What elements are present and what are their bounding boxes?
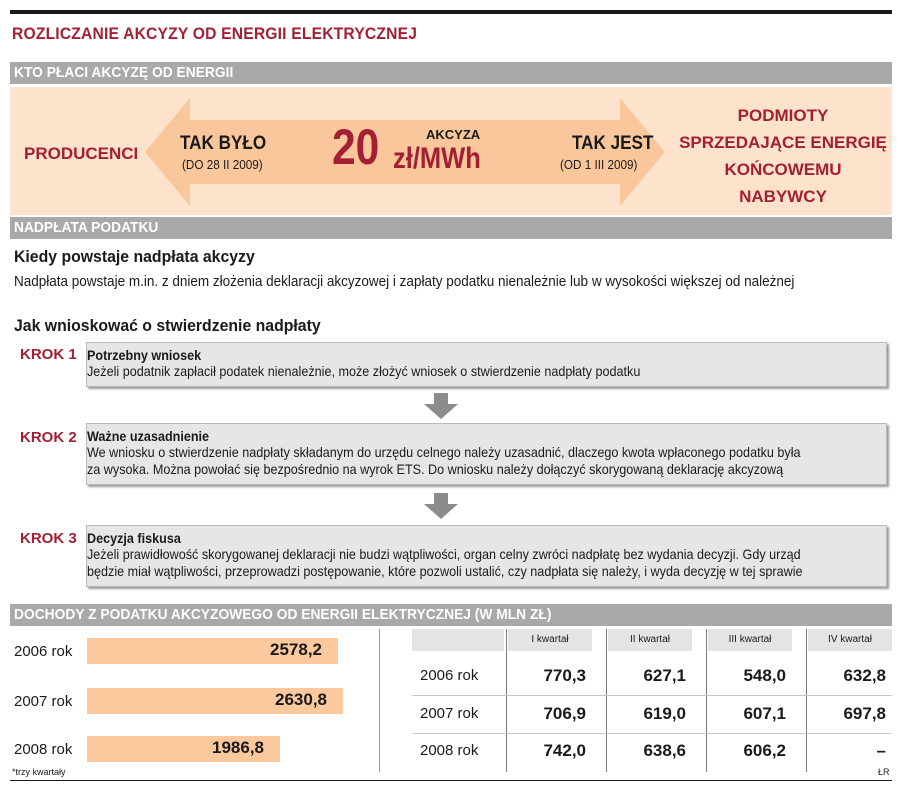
- bottom-rule: [10, 780, 892, 781]
- is-date: (OD 1 III 2009): [560, 157, 638, 172]
- table-row-year: 2006 rok: [420, 667, 479, 684]
- table-row-year: 2007 rok: [420, 705, 479, 722]
- table-column-header: II kwartał: [608, 629, 692, 651]
- bar-year-label: 2006 rok: [14, 643, 73, 660]
- author-initials: ŁR: [878, 767, 890, 777]
- step-2-title: Ważne uzasadnienie: [87, 428, 210, 444]
- sellers-label: [676, 102, 890, 210]
- table-column-header: IV kwartał: [808, 629, 892, 651]
- table-column-header: I kwartał: [508, 629, 592, 651]
- rate-caption: AKCYZA: [426, 127, 481, 142]
- arrow-down-icon: [424, 493, 458, 519]
- rate-number: 20: [332, 119, 380, 175]
- table-column-rule: [606, 629, 607, 772]
- bar-value-label: 1986,8: [212, 738, 264, 757]
- was-date: (DO 28 II 2009): [182, 157, 263, 172]
- section-header-revenue: DOCHODY Z PODATKU AKCYZOWEGO OD ENERGII ELEKTRYCZNEJ (W MLN ZŁ): [10, 604, 892, 626]
- producers-label: PRODUCENCI: [24, 144, 139, 163]
- table-cell: 706,9: [543, 704, 586, 723]
- table-header-corner: [412, 629, 504, 651]
- table-column-rule: [806, 629, 807, 772]
- step-3-line-1: Jeżeli prawidłowość skorygowanej deklaracji nie budzi wątpliwości, organ celny zwróci nadpłatę bez wydania decyzji. Gdy urząd: [87, 546, 801, 562]
- section-header-who-pays: KTO PŁACI AKCYZĘ OD ENERGII: [10, 62, 892, 84]
- sellers-line-4: NABYWCY: [739, 187, 827, 206]
- sellers-line-1: PODMIOTY: [737, 106, 829, 125]
- step-3-line-2: będzie miał wątpliwości, przeprowadzi postępowanie, które pozwoli ustalić, czy nadpłata się należy, i wyda decyzję w tej sprawie: [87, 563, 803, 579]
- step-2-label: KROK 2: [20, 429, 77, 446]
- page-title: ROZLICZANIE AKCYZY OD ENERGII ELEKTRYCZNEJ: [12, 24, 418, 43]
- table-column-rule: [706, 629, 707, 772]
- question-when: Kiedy powstaje nadpłata akcyzy: [14, 247, 255, 266]
- answer-when: Nadpłata powstaje m.in. z dniem złożenia deklaracji akcyzowej i zapłaty podatku nienależnie lub w wysokości większej od należnej: [14, 273, 795, 290]
- table-row-rule: [412, 695, 892, 696]
- bar-value-label: 2578,2: [270, 640, 322, 659]
- step-3-label: KROK 3: [20, 530, 77, 547]
- bar-value-label: 2630,8: [275, 690, 327, 709]
- table-cell: 619,0: [643, 704, 686, 723]
- was-label: TAK BYŁO: [180, 133, 267, 154]
- table-column-header: III kwartał: [708, 629, 792, 651]
- table-cell: 627,1: [643, 666, 686, 685]
- step-1-line-1: Jeżeli podatnik zapłacił podatek nienależnie, może złożyć wniosek o stwierdzenie nadpłaty podatku: [87, 363, 641, 379]
- step-1-box: [86, 342, 887, 387]
- table-column-rule: [506, 629, 507, 772]
- question-how: Jak wnioskować o stwierdzenie nadpłaty: [14, 316, 321, 335]
- sellers-line-2: SPRZEDAJĄCE ENERGIĘ: [679, 133, 887, 152]
- table-cell: 607,1: [743, 704, 786, 723]
- table-cell: 638,6: [643, 741, 686, 760]
- table-cell: 632,8: [843, 666, 886, 685]
- section-header-overpayment: NADPŁATA PODATKU: [10, 217, 892, 239]
- step-1-title: Potrzebny wniosek: [87, 347, 202, 363]
- is-label: TAK JEST: [572, 133, 654, 154]
- rate-unit: zł/MWh: [393, 142, 481, 175]
- table-cell: 742,0: [543, 741, 586, 760]
- table-cell: 697,8: [843, 704, 886, 723]
- footnote: *trzy kwartały: [12, 767, 66, 777]
- step-2-line-1: We wniosku o stwierdzenie nadpłaty składanym do urzędu celnego należy uzasadnić, dlaczego kwota wpłaconego podatku była: [87, 444, 801, 460]
- sellers-line-3: KOŃCOWEMU: [724, 160, 842, 179]
- table-cell: –: [876, 741, 886, 760]
- table-cell: 606,2: [743, 741, 786, 760]
- step-2-box: [86, 423, 887, 485]
- step-3-title: Decyzja fiskusa: [87, 530, 181, 546]
- bars-divider: [379, 629, 380, 772]
- top-rule: [10, 10, 892, 14]
- table-cell: 770,3: [543, 666, 586, 685]
- table-cell: 548,0: [743, 666, 786, 685]
- table-row-year: 2008 rok: [420, 742, 479, 759]
- arrow-down-icon: [424, 393, 458, 419]
- bar-year-label: 2008 rok: [14, 741, 73, 758]
- table-row-rule: [412, 733, 892, 734]
- bar-year-label: 2007 rok: [14, 693, 73, 710]
- step-3-box: [86, 525, 887, 587]
- step-2-line-2: za wysoka. Można powołać się bezpośrednio na wyrok ETS. Do wniosku należy dołączyć skorygowaną deklarację akcyzową: [87, 461, 784, 477]
- step-1-label: KROK 1: [20, 346, 77, 363]
